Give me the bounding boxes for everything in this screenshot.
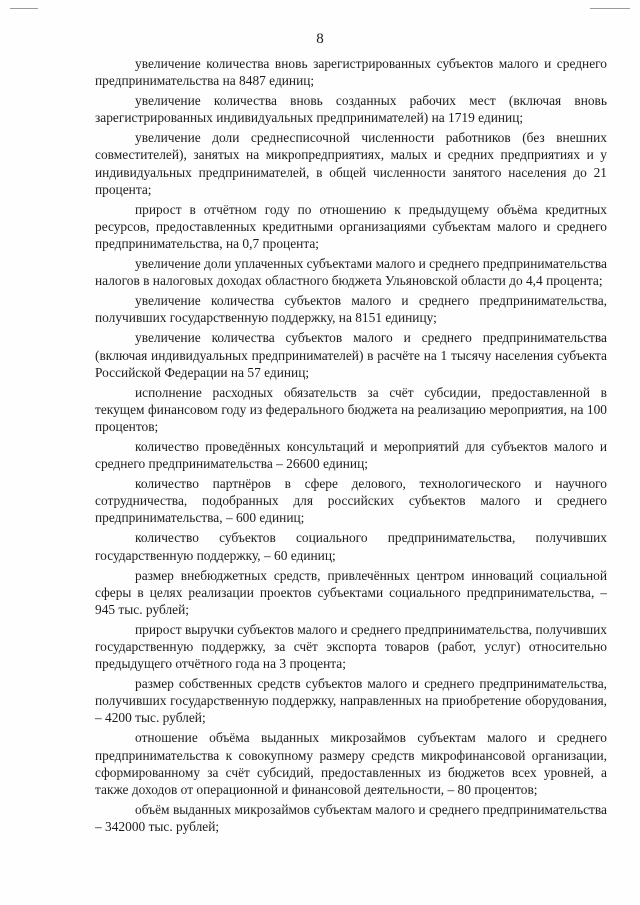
- scan-artifact: [590, 8, 630, 9]
- scan-artifact: [10, 8, 38, 9]
- list-item: увеличение количества вновь зарегистрированных субъектов малого и среднего предпринимательства на 8487 единиц;: [95, 56, 607, 89]
- document-body: [95, 55, 607, 838]
- list-item: увеличение количества вновь созданных рабочих мест (включая вновь зарегистрированных индивидуальных предпринимателей) на 1719 единиц;: [95, 93, 607, 126]
- list-item: исполнение расходных обязательств за счёт субсидии, предоставленной в текущем финансовом году из федерального бюджета на реализацию мероприятия, на 100 процентов;: [95, 384, 607, 434]
- list-item: отношение объёма выданных микрозаймов субъектам малого и среднего предпринимательства к совокупному размеру средств микрофинансовой организации, сформированному за счёт субсидий, предоставленных из бюджетов всех уровней, а также доходов от операционной и финансовой деятельности, – 80 процентов;: [95, 730, 607, 797]
- list-item: увеличение доли среднесписочной численности работников (без внешних совместителей), занятых на микропредприятиях, малых и средних предприятиях и у индивидуальных предпринимателей, в общей численности занятого населения до 21 процента;: [95, 130, 607, 197]
- list-item: увеличение количества субъектов малого и среднего предпринимательства (включая индивидуальных предпринимателей) в расчёте на 1 тысячу населения субъекта Российской Федерации на 57 единиц;: [95, 330, 607, 380]
- list-item: увеличение доли уплаченных субъектами малого и среднего предпринимательства налогов в налоговых доходах областного бюджета Ульяновской области до 4,4 процента;: [95, 256, 607, 289]
- list-item: прирост в отчётном году по отношению к предыдущему объёма кредитных ресурсов, предоставленных кредитными организациями субъектам малого и среднего предпринимательства, на 0,7 процента;: [95, 201, 607, 251]
- list-item: количество субъектов социального предпринимательства, получивших государственную поддержку, – 60 единиц;: [95, 530, 607, 563]
- list-item: размер внебюджетных средств, привлечённых центром инноваций социальной сферы в целях реализации проектов субъектами социального предпринимательства, – 945 тыс. рублей;: [95, 567, 607, 617]
- list-item: объём выданных микрозаймов субъектам малого и среднего предпринимательства – 342000 тыс. рублей;: [95, 801, 607, 834]
- page-number: 8: [316, 31, 324, 47]
- list-item: размер собственных средств субъектов малого и среднего предпринимательства, получивших государственную поддержку, направленных на приобретение оборудования, – 4200 тыс. рублей;: [95, 676, 607, 726]
- list-item: количество проведённых консультаций и мероприятий для субъектов малого и среднего предпринимательства – 26600 единиц;: [95, 438, 607, 472]
- list-item: увеличение количества субъектов малого и среднего предпринимательства, получивших государственную поддержку, на 8151 единицу;: [95, 293, 607, 326]
- list-item: прирост выручки субъектов малого и среднего предпринимательства, получивших государственную поддержку, за счёт экспорта товаров (работ, услуг) относительно предыдущего отчётного года на 3 процента;: [95, 621, 607, 672]
- list-item: количество партнёров в сфере делового, технологического и научного сотрудничества, подобранных для российских субъектов малого и среднего предпринимательства, – 600 единиц;: [95, 476, 607, 526]
